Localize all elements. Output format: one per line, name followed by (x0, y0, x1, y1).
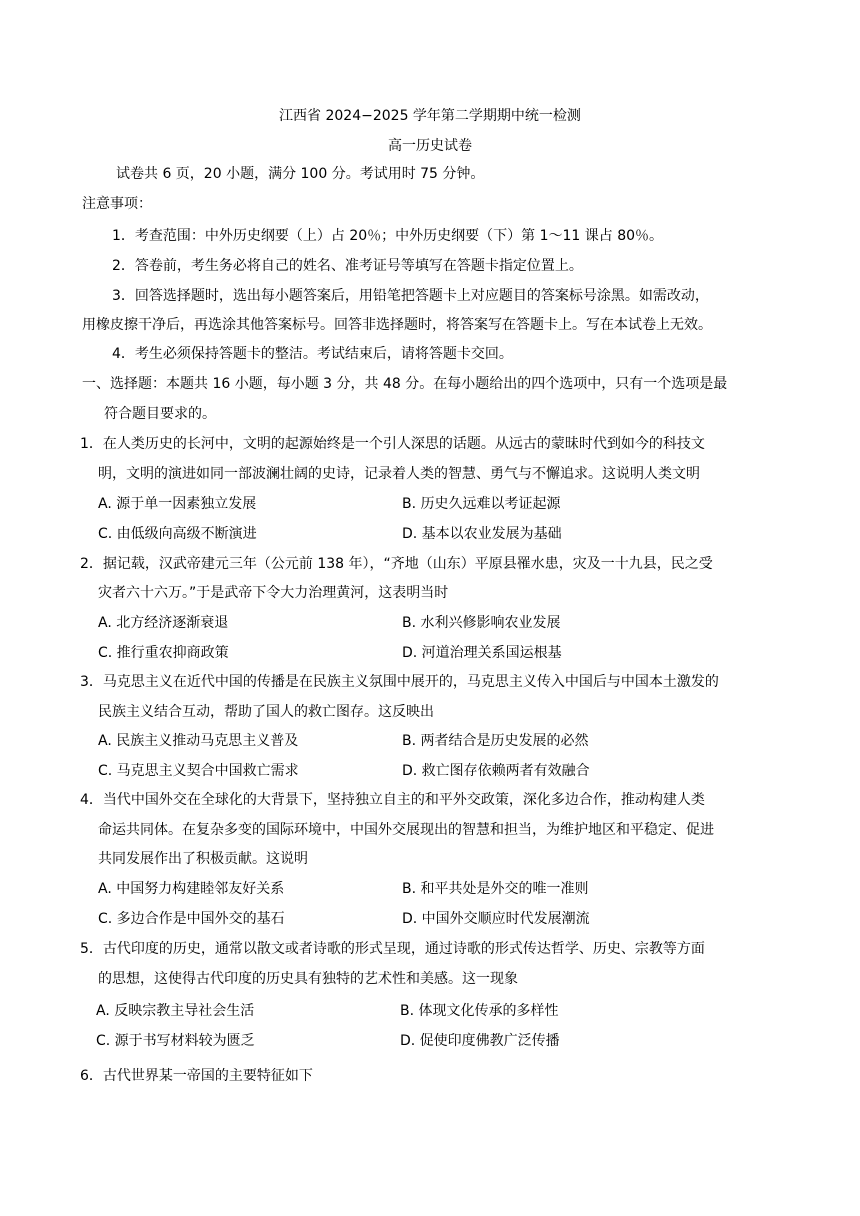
section-heading-line2: 符合题目要求的。 (104, 406, 216, 422)
question-3-option-d[interactable]: D. 救亡图存依赖两者有效融合 (402, 763, 590, 779)
question-5-line2: 的思想，这使得古代印度的历史具有独特的艺术性和美感。这一现象 (98, 971, 518, 987)
notice-item-1: 1．考查范围：中外历史纲要（上）占 20％；中外历史纲要（下）第 1～11 课占 80％。 (112, 228, 664, 244)
notice-item-4: 4．考生必须保持答题卡的整洁。考试结束后，请将答题卡交回。 (112, 346, 513, 362)
exam-title: 江西省 2024−2025 学年第二学期期中统一检测 (279, 108, 581, 124)
question-2-line2: 灾者六十六万。”于是武帝下令大力治理黄河，这表明当时 (98, 585, 449, 601)
question-5-option-a[interactable]: A. 反映宗教主导社会生活 (96, 1003, 255, 1019)
exam-info: 试卷共 6 页，20 小题，满分 100 分。考试用时 75 分钟。 (116, 166, 485, 182)
question-1-option-d[interactable]: D. 基本以农业发展为基础 (402, 526, 562, 542)
question-5-option-d[interactable]: D. 促使印度佛教广泛传播 (400, 1033, 560, 1049)
question-4-line3: 共同发展作出了积极贡献。这说明 (98, 851, 308, 867)
question-5-line1: 5．古代印度的历史，通常以散文或者诗歌的形式呈现，通过诗歌的形式传达哲学、历史、宗教等方面 (80, 941, 705, 957)
question-4-option-a[interactable]: A. 中国努力构建睦邻友好关系 (98, 881, 285, 897)
question-1-line1: 1．在人类历史的长河中，文明的起源始终是一个引人深思的话题。从远古的蒙昧时代到如今的科技文 (80, 436, 705, 452)
question-5-option-c[interactable]: C. 源于书写材料较为匮乏 (96, 1033, 255, 1049)
question-1-line2: 明，文明的演进如同一部波澜壮阔的史诗，记录着人类的智慧、勇气与不懈追求。这说明人类文明 (98, 466, 700, 482)
question-5-option-b[interactable]: B. 体现文化传承的多样性 (400, 1003, 559, 1019)
question-2-option-a[interactable]: A. 北方经济逐渐衰退 (98, 615, 229, 631)
notice-item-3-line2: 用橡皮擦干净后，再选涂其他答案标号。回答非选择题时，将答案写在答题卡上。写在本试卷上无效。 (82, 317, 712, 333)
question-3-line1: 3．马克思主义在近代中国的传播是在民族主义氛围中展开的，马克思主义传入中国后与中国本土激发的 (80, 674, 719, 690)
question-4-option-d[interactable]: D. 中国外交顺应时代发展潮流 (402, 911, 590, 927)
question-6-line1: 6．古代世界某一帝国的主要特征如下 (80, 1068, 313, 1084)
question-4-line1: 4．当代中国外交在全球化的大背景下，坚持独立自主的和平外交政策，深化多边合作，推动构建人类 (80, 792, 705, 808)
question-3-option-b[interactable]: B. 两者结合是历史发展的必然 (402, 733, 589, 749)
section-heading-line1: 一、选择题：本题共 16 小题，每小题 3 分，共 48 分。在每小题给出的四个选项中，只有一个选项是最 (82, 376, 728, 392)
question-2-option-d[interactable]: D. 河道治理关系国运根基 (402, 645, 562, 661)
question-2-line1: 2．据记载，汉武帝建元三年（公元前 138 年），“齐地（山东）平原县罹水患，灾及一十九县，民之受 (80, 556, 713, 572)
question-3-line2: 民族主义结合互动，帮助了国人的救亡图存。这反映出 (98, 704, 434, 720)
question-2-option-b[interactable]: B. 水利兴修影响农业发展 (402, 615, 561, 631)
question-4-option-b[interactable]: B. 和平共处是外交的唯一准则 (402, 881, 589, 897)
question-1-option-a[interactable]: A. 源于单一因素独立发展 (98, 496, 257, 512)
notice-item-3-line1: 3．回答选择题时，选出每小题答案后，用铅笔把答题卡上对应题目的答案标号涂黑。如需改动， (112, 288, 709, 304)
question-2-option-c[interactable]: C. 推行重农抑商政策 (98, 645, 229, 661)
question-3-option-a[interactable]: A. 民族主义推动马克思主义普及 (98, 733, 299, 749)
exam-subtitle: 高一历史试卷 (388, 138, 472, 154)
question-1-option-b[interactable]: B. 历史久远难以考证起源 (402, 496, 561, 512)
notice-item-2: 2．答卷前，考生务必将自己的姓名、准考证号等填写在答题卡指定位置上。 (112, 258, 583, 274)
question-4-option-c[interactable]: C. 多边合作是中国外交的基石 (98, 911, 285, 927)
question-1-option-c[interactable]: C. 由低级向高级不断演进 (98, 526, 257, 542)
notice-heading: 注意事项： (82, 196, 152, 212)
question-3-option-c[interactable]: C. 马克思主义契合中国救亡需求 (98, 763, 299, 779)
question-4-line2: 命运共同体。在复杂多变的国际环境中，中国外交展现出的智慧和担当，为维护地区和平稳定、促进 (98, 822, 714, 838)
